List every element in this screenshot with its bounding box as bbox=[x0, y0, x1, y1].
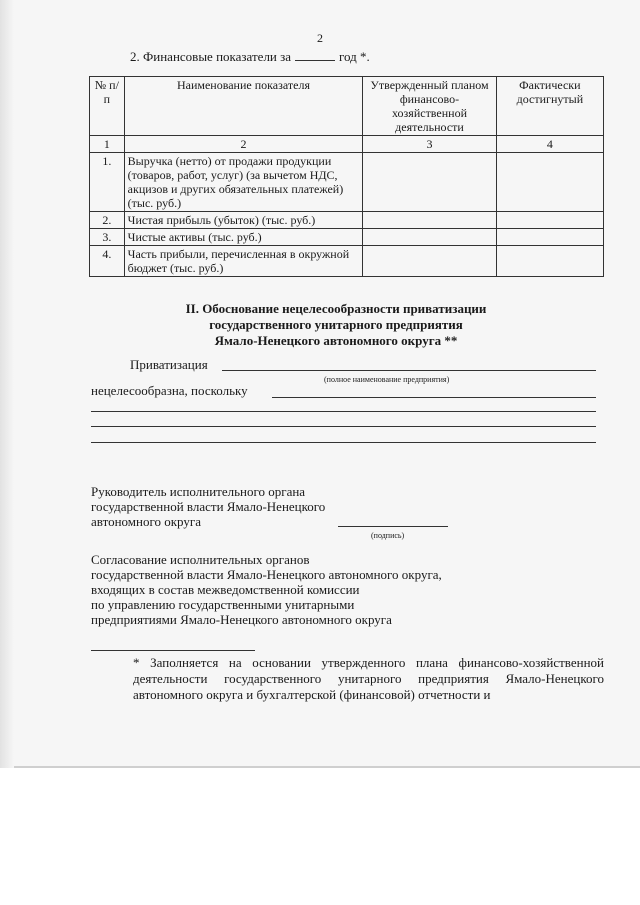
row-fact[interactable] bbox=[496, 229, 603, 246]
row-name: Выручка (нетто) от продажи продукции (товаров, работ, услуг) (за вычетом НДС, акцизов и других обязательных платежей) (тыс. руб.) bbox=[124, 153, 363, 212]
row-no: 2. bbox=[90, 212, 125, 229]
row-no: 4. bbox=[90, 246, 125, 277]
column-number: 3 bbox=[363, 136, 496, 153]
row-plan[interactable] bbox=[363, 246, 496, 277]
approval-line-2: государственной власти Ямало-Ненецкого автономного округа, bbox=[91, 567, 442, 582]
approval-line-4: по управлению государственными унитарными bbox=[91, 597, 355, 612]
section-1-title bbox=[130, 49, 370, 65]
row-plan[interactable] bbox=[363, 229, 496, 246]
financial-indicators-table bbox=[89, 76, 604, 277]
signature-line-3: автономного округа bbox=[91, 514, 201, 529]
section-1-title-suffix: год *. bbox=[339, 49, 370, 64]
column-number: 1 bbox=[90, 136, 125, 153]
section-2-heading bbox=[0, 301, 640, 349]
table-header-row bbox=[90, 77, 604, 136]
row-no: 1. bbox=[90, 153, 125, 212]
year-blank bbox=[295, 50, 335, 61]
header-no: № п/п bbox=[90, 77, 125, 136]
footnote bbox=[91, 655, 604, 703]
approval-line-5: предприятиями Ямало-Ненецкого автономного округа bbox=[91, 612, 392, 627]
table-row bbox=[90, 246, 604, 277]
header-name: Наименование показателя bbox=[124, 77, 363, 136]
table-row bbox=[90, 212, 604, 229]
row-fact[interactable] bbox=[496, 212, 603, 229]
header-plan: Утвержденный планом финансово-хозяйственной деятельности bbox=[363, 77, 496, 136]
reason-line[interactable] bbox=[91, 411, 596, 412]
approval-line-3: входящих в состав межведомственной комиссии bbox=[91, 582, 360, 597]
row-fact[interactable] bbox=[496, 153, 603, 212]
signature-line-2: государственной власти Ямало-Ненецкого bbox=[91, 499, 326, 514]
signature-line-1: Руководитель исполнительного органа bbox=[91, 484, 306, 499]
section-1-title-text: 2. Финансовые показатели за bbox=[130, 49, 292, 64]
row-name: Чистая прибыль (убыток) (тыс. руб.) bbox=[124, 212, 363, 229]
footnote-text: * Заполняется на основании утвержденного плана финансово-хозяйственной деятельности государственного унитарного предприятия Ямало-Ненецкого автономного округа и бухгалтерской (финансовой) отчетности и bbox=[133, 655, 604, 702]
row-no: 3. bbox=[90, 229, 125, 246]
footnote-separator bbox=[91, 650, 255, 651]
row-name: Чистые активы (тыс. руб.) bbox=[124, 229, 363, 246]
privatization-label: Приватизация bbox=[130, 357, 208, 372]
signature-field[interactable] bbox=[338, 526, 448, 527]
row-plan[interactable] bbox=[363, 153, 496, 212]
reason-line[interactable] bbox=[91, 442, 596, 443]
row-plan[interactable] bbox=[363, 212, 496, 229]
heading-line: Ямало-Ненецкого автономного округа ** bbox=[214, 333, 458, 348]
row-fact[interactable] bbox=[496, 246, 603, 277]
heading-line: государственного унитарного предприятия bbox=[209, 317, 463, 332]
column-numbers-row bbox=[90, 136, 604, 153]
reason-line[interactable] bbox=[91, 426, 596, 427]
reason-label: нецелесообразна, поскольку bbox=[91, 383, 248, 398]
header-fact: Фактически достигнутый bbox=[496, 77, 603, 136]
signature-hint: (подпись) bbox=[371, 531, 405, 540]
column-number: 2 bbox=[124, 136, 363, 153]
approval-line-1: Согласование исполнительных органов bbox=[91, 552, 310, 567]
row-name: Часть прибыли, перечисленная в окружной бюджет (тыс. руб.) bbox=[124, 246, 363, 277]
enterprise-name-line[interactable] bbox=[222, 370, 596, 371]
page-number: 2 bbox=[317, 31, 323, 45]
column-number: 4 bbox=[496, 136, 603, 153]
table-row bbox=[90, 153, 604, 212]
table-row bbox=[90, 229, 604, 246]
heading-line: II. Обоснование нецелесообразности приватизации bbox=[185, 301, 487, 316]
enterprise-name-hint: (полное наименование предприятия) bbox=[324, 375, 450, 384]
reason-line[interactable] bbox=[272, 397, 596, 398]
